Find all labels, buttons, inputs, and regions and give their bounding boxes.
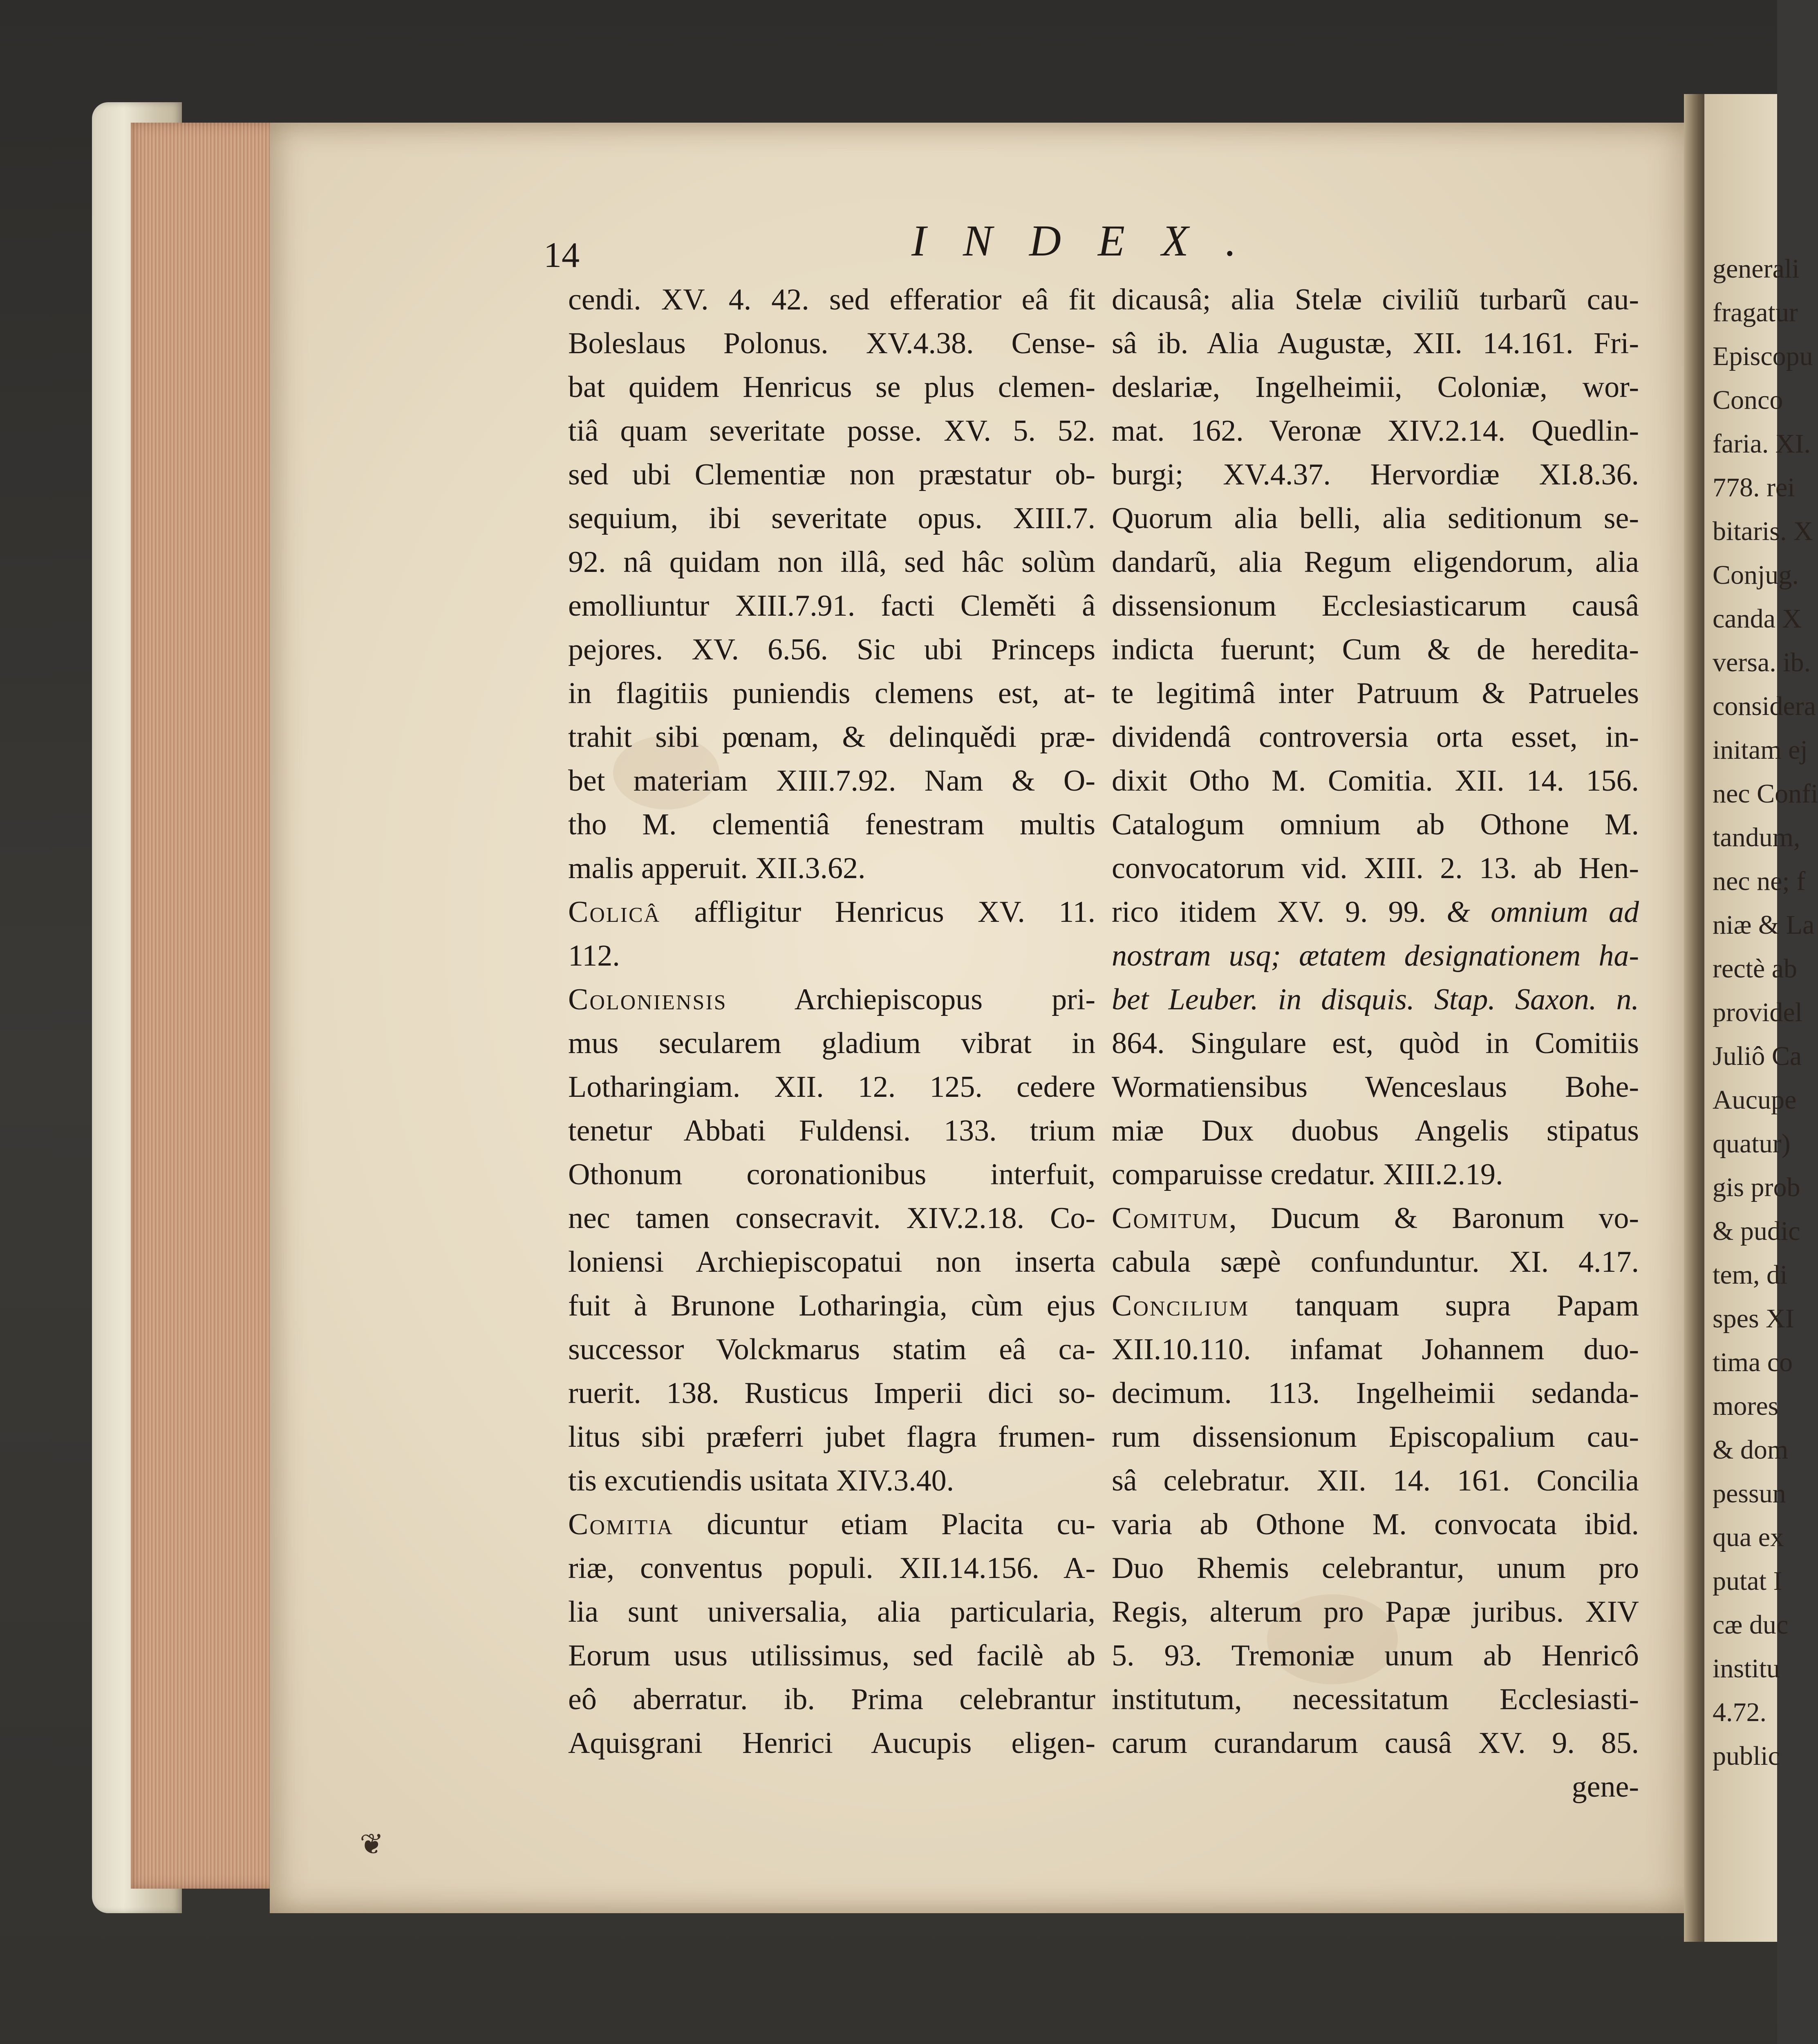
index-line (1112, 1065, 1639, 1109)
index-text: Duo Rhemis celebrantur, unum pro (1112, 1551, 1639, 1585)
page-header (544, 213, 1647, 275)
running-head: INDEX. (911, 217, 1273, 265)
index-text: varia ab Othone M. convocata ibid. (1112, 1508, 1639, 1541)
index-italic-text: bet Leuber. in disquis. Stap. Saxon. n. (1112, 983, 1639, 1016)
index-text: nec tamen consecravit. XIV.2.18. Co- (568, 1201, 1095, 1235)
index-text: tanquam supra Papam (1249, 1289, 1639, 1322)
right-page-fragment: cæ duc (1713, 1610, 1789, 1640)
index-text: Boleslaus Polonus. XV.4.38. Cense- (568, 327, 1095, 360)
index-headword: Comitia (568, 1508, 674, 1541)
index-text: loniensi Archiepiscopatui non inserta (568, 1245, 1095, 1279)
index-text: Regis, alterum pro Papæ juribus. XIV (1112, 1595, 1639, 1629)
index-text: decimum. 113. Ingelheimii sedanda- (1112, 1376, 1639, 1410)
index-line (568, 759, 1095, 803)
index-text: successor Volckmarus statim eâ ca- (568, 1333, 1095, 1366)
page-edges (131, 123, 278, 1889)
index-text: tho M. clementiâ fenestram multis (568, 808, 1095, 841)
right-page-fragment: mores (1713, 1391, 1779, 1421)
index-line (1112, 1328, 1639, 1372)
index-line (1112, 1678, 1639, 1721)
index-line (1112, 1503, 1639, 1546)
index-text: dividendâ controversia orta esset, in- (1112, 720, 1639, 754)
index-text: Aquisgrani Henrici Aucupis eligen- (568, 1726, 1095, 1760)
index-line (568, 365, 1095, 409)
index-line (568, 1372, 1095, 1415)
index-line (1112, 584, 1639, 628)
index-text: 5. 93. Tremoniæ unum ab Henricô (1112, 1639, 1639, 1672)
right-page-fragment: spes XI (1713, 1304, 1794, 1334)
index-text: te legitimâ inter Patruum & Patrueles (1112, 677, 1639, 710)
index-line (1112, 409, 1639, 453)
right-page-fragment: pessun (1713, 1479, 1786, 1508)
index-text: bet materiam XIII.7.92. Nam & O- (568, 764, 1095, 798)
index-line (1112, 1721, 1639, 1765)
index-line (568, 672, 1095, 715)
index-line (568, 1240, 1095, 1284)
index-italic-text: nostram usq; ætatem designationem ha- (1112, 939, 1639, 973)
right-page-fragment: canda X (1713, 604, 1802, 634)
right-page-fragment: Juliô Ca (1713, 1041, 1802, 1071)
index-line (1112, 1240, 1639, 1284)
page-content (544, 213, 1647, 1807)
index-text: XII.10.110. infamat Johannem duo- (1112, 1333, 1639, 1366)
right-page-fragment: fragatur (1713, 298, 1798, 327)
index-line (1112, 278, 1639, 322)
index-line (568, 1634, 1095, 1678)
right-page-fragment: institu (1713, 1654, 1780, 1683)
index-line (1112, 1459, 1639, 1503)
index-line (568, 628, 1095, 672)
right-page-fragment: 778. rei (1713, 473, 1795, 502)
index-line (568, 1328, 1095, 1372)
index-text: trahit sibi pœnam, & delinquědi præ- (568, 720, 1095, 754)
index-text: miæ Dux duobus Angelis stipatus (1112, 1114, 1639, 1148)
right-page-fragment: Conjug. (1713, 560, 1799, 590)
index-line (1112, 628, 1639, 672)
right-page-fragment: & dom (1713, 1435, 1789, 1465)
index-line (1112, 715, 1639, 759)
index-line (568, 978, 1095, 1022)
index-text: malis apperuit. XII.3.62. (568, 852, 866, 885)
index-text: sed ubi Clementiæ non præstatur ob- (568, 458, 1095, 491)
index-text: comparuisse credatur. XIII.2.19. (1112, 1158, 1503, 1191)
index-line (1112, 1153, 1639, 1197)
right-page-fragment: qua ex (1713, 1522, 1784, 1552)
index-text: mat. 162. Veronæ XIV.2.14. Quedlin- (1112, 414, 1639, 448)
right-page-fragment: tima co (1713, 1347, 1793, 1377)
index-text: emolliuntur XIII.7.91. facti Cleměti â (568, 589, 1095, 623)
index-line (568, 847, 1095, 890)
index-text: sequium, ibi severitate opus. XIII.7. (568, 502, 1095, 535)
index-text: riæ, conventus populi. XII.14.156. A- (568, 1551, 1095, 1585)
index-headword: Comitum (1112, 1201, 1229, 1235)
index-text: indicta fuerunt; Cum & de heredita- (1112, 633, 1639, 666)
right-page-fragment: gis prob (1713, 1172, 1800, 1202)
index-line (1112, 978, 1639, 1022)
index-text: lia sunt universalia, alia particularia, (568, 1595, 1095, 1629)
right-page-fragment: tem, di (1713, 1260, 1788, 1290)
index-line (568, 715, 1095, 759)
right-page-fragment: generali (1713, 254, 1800, 284)
right-page-fragment: providel (1713, 997, 1802, 1027)
right-page-fragment: rectè ab (1713, 954, 1797, 984)
right-page-fragment: 4.72. (1713, 1697, 1767, 1727)
index-text: dissensionum Ecclesiasticarum causâ (1112, 589, 1639, 623)
index-line (568, 1590, 1095, 1634)
index-headword: Colicâ (568, 895, 661, 929)
index-line (568, 497, 1095, 540)
index-text: tenetur Abbati Fuldensi. 133. trium (568, 1114, 1095, 1148)
index-text: Eorum usus utilissimus, sed facilè ab (568, 1639, 1095, 1672)
index-text: Archiepiscopus pri- (727, 983, 1095, 1016)
right-page-fragment: tandum, (1713, 823, 1800, 852)
index-italic-text: & omnium ad (1446, 895, 1639, 929)
index-text: Catalogum omnium ab Othone M. (1112, 808, 1639, 841)
index-line (1112, 1415, 1639, 1459)
index-text: cabula sæpè confunduntur. XI. 4.17. (1112, 1245, 1639, 1279)
ornament-icon: ❦ (360, 1829, 384, 1860)
index-text: convocatorum vid. XIII. 2. 13. ab Hen- (1112, 852, 1639, 885)
index-line (1112, 1197, 1639, 1240)
index-text: , Ducum & Baronum vo- (1229, 1201, 1639, 1235)
right-page-fragment: versa. ib. (1713, 648, 1811, 677)
index-text: Wormatiensibus Wenceslaus Bohe- (1112, 1070, 1639, 1104)
index-line (1112, 540, 1639, 584)
index-line (1112, 847, 1639, 890)
right-page-fragment: initam ej (1713, 735, 1808, 765)
index-line (1112, 453, 1639, 497)
index-text: tiâ quam severitate posse. XV. 5. 52. (568, 414, 1095, 448)
right-page-fragment: & pudic (1713, 1216, 1800, 1246)
index-headword: Coloniensis (568, 983, 727, 1016)
index-line (568, 890, 1095, 934)
index-text: dicuntur etiam Placita cu- (674, 1508, 1095, 1541)
index-text: gene- (1572, 1770, 1639, 1804)
index-text: 864. Singulare est, quòd in Comitiis (1112, 1026, 1639, 1060)
index-text: dixit Otho M. Comitia. XII. 14. 156. (1112, 764, 1639, 798)
index-text: dandarũ, alia Regum eligendorum, alia (1112, 545, 1639, 579)
index-line (568, 278, 1095, 322)
index-line (568, 1022, 1095, 1065)
index-line (568, 322, 1095, 365)
right-page-fragment: quatur) (1713, 1129, 1791, 1159)
index-text: institutum, necessitatum Ecclesiasti- (1112, 1683, 1639, 1716)
index-line (1112, 1765, 1639, 1809)
index-line (568, 1503, 1095, 1546)
index-text: in flagitiis puniendis clemens est, at- (568, 677, 1095, 710)
index-line (1112, 759, 1639, 803)
index-line (1112, 1590, 1639, 1634)
index-line (1112, 365, 1639, 409)
index-line (1112, 1109, 1639, 1153)
index-text: litus sibi præferri jubet flagra frumen- (568, 1420, 1095, 1454)
index-line (1112, 1284, 1639, 1328)
index-text: dicausâ; alia Stelæ civiliũ turbarũ cau- (1112, 283, 1639, 316)
index-line (1112, 803, 1639, 847)
index-line (1112, 934, 1639, 978)
index-line (1112, 1372, 1639, 1415)
index-line (568, 1546, 1095, 1590)
right-page-fragment: public (1713, 1741, 1780, 1771)
index-text: tis excutiendis usitata XIV.3.40. (568, 1464, 954, 1497)
right-page-fragment: Aucupe (1713, 1085, 1797, 1115)
index-line (1112, 672, 1639, 715)
index-text: deslariæ, Ingelheimii, Coloniæ, wor- (1112, 370, 1639, 404)
index-line (568, 1415, 1095, 1459)
index-line (568, 803, 1095, 847)
index-line (568, 453, 1095, 497)
index-text: eô aberratur. ib. Prima celebrantur (568, 1683, 1095, 1716)
index-text: affligitur Henricus XV. 11. (660, 895, 1095, 929)
index-line (568, 1153, 1095, 1197)
right-page-fragment: considera (1713, 691, 1816, 721)
index-text: mus secularem gladium vibrat in (568, 1026, 1095, 1060)
index-line (568, 1197, 1095, 1240)
right-page-fragment: bitaris. X (1713, 516, 1813, 546)
index-line (568, 1284, 1095, 1328)
index-column-right (1112, 278, 1639, 1809)
index-line (568, 1109, 1095, 1153)
index-text: sâ celebratur. XII. 14. 161. Concilia (1112, 1464, 1639, 1497)
index-line (568, 934, 1095, 978)
index-line (568, 1065, 1095, 1109)
index-line (568, 1459, 1095, 1503)
right-page-fragment: Conco (1713, 385, 1783, 415)
index-line (1112, 890, 1639, 934)
right-page-fragment: nec ne; f (1713, 866, 1806, 896)
right-page-fragment: putat I (1713, 1566, 1782, 1596)
index-headword: Concilium (1112, 1289, 1249, 1322)
index-line (568, 1678, 1095, 1721)
index-text: Quorum alia belli, alia seditionum se- (1112, 502, 1639, 535)
index-text: pejores. XV. 6.56. Sic ubi Princeps (568, 633, 1095, 666)
index-text: burgi; XV.4.37. Hervordiæ XI.8.36. (1112, 458, 1639, 491)
index-text: cendi. XV. 4. 42. sed efferatior eâ fit (568, 283, 1095, 316)
page-number: 14 (544, 235, 580, 275)
index-text: sâ ib. Alia Augustæ, XII. 14.161. Fri- (1112, 327, 1639, 360)
index-line (568, 540, 1095, 584)
index-line (1112, 1022, 1639, 1065)
index-text: rico itidem XV. 9. 99. (1112, 895, 1447, 929)
index-line (1112, 1634, 1639, 1678)
index-line (1112, 1546, 1639, 1590)
index-text: fuit à Brunone Lotharingia, cùm ejus (568, 1289, 1095, 1322)
index-line (568, 409, 1095, 453)
index-line (1112, 322, 1639, 365)
index-text: bat quidem Henricus se plus clemen- (568, 370, 1095, 404)
index-text: 92. nâ quidam non illâ, sed hâc solùm (568, 545, 1095, 579)
right-page-fragment: Episcopu (1713, 341, 1813, 371)
index-column-left (568, 278, 1095, 1765)
index-text: Lotharingiam. XII. 12. 125. cedere (568, 1070, 1095, 1104)
index-text: 112. (568, 939, 620, 973)
index-text: rum dissensionum Episcopalium cau- (1112, 1420, 1639, 1454)
right-page-fragment: faria. XI. (1713, 429, 1811, 459)
index-text: Othonum coronationibus interfuit, (568, 1158, 1095, 1191)
index-line (1112, 497, 1639, 540)
index-text: ruerit. 138. Rusticus Imperii dici so- (568, 1376, 1095, 1410)
index-line (568, 584, 1095, 628)
index-text: carum curandarum causâ XV. 9. 85. (1112, 1726, 1639, 1760)
right-page-fragment: nec Confi (1713, 779, 1818, 809)
index-line (568, 1721, 1095, 1765)
right-page-fragment: niæ & La (1713, 910, 1815, 940)
